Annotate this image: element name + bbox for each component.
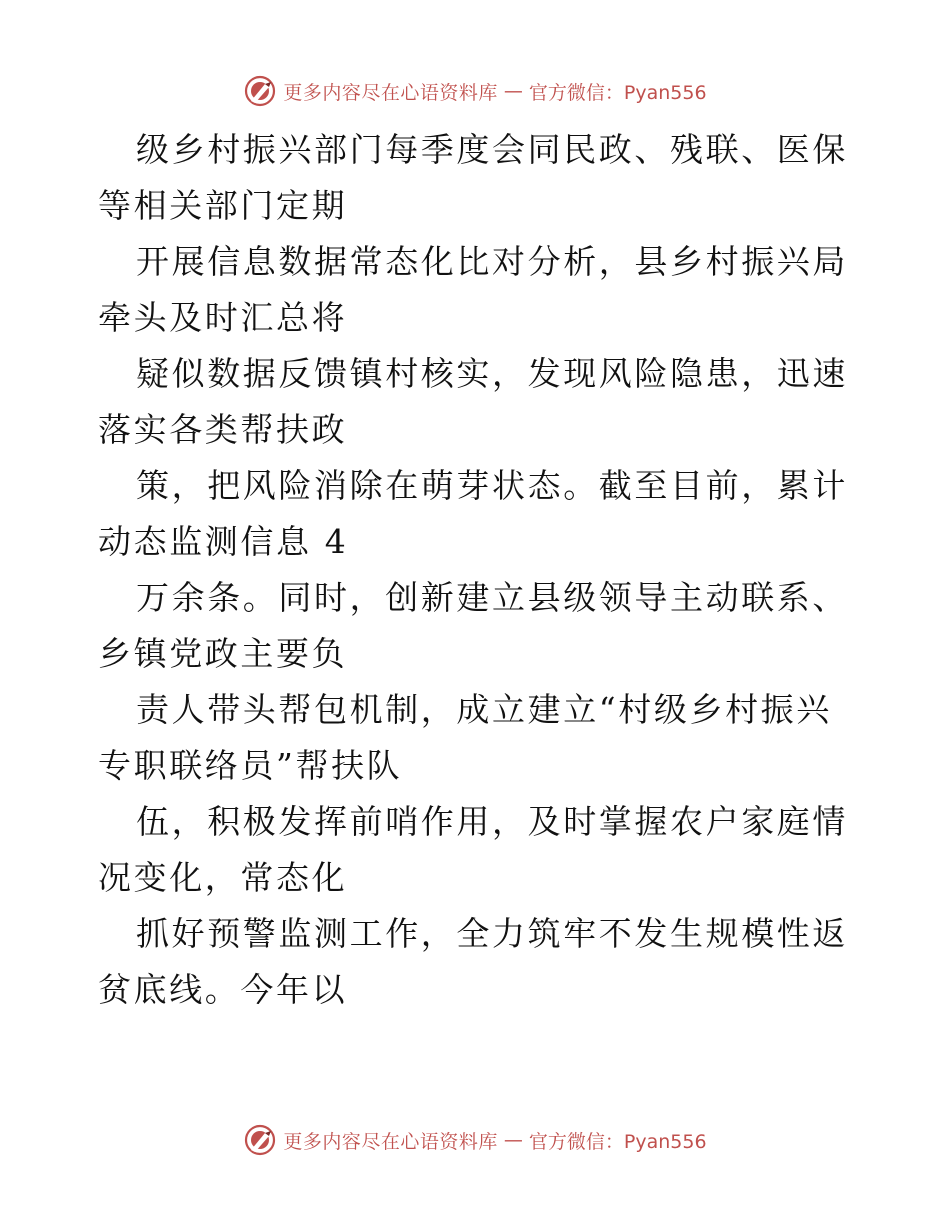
- paragraph-1: 级乡村振兴部门每季度会同民政、残联、医保等相关部门定期: [98, 130, 848, 225]
- header-brand-text: 更多内容尽在心语资料库: [283, 81, 498, 104]
- footer-separator: —: [503, 1129, 523, 1151]
- footer-contact-text: 官方微信：Pyan556: [528, 1130, 707, 1153]
- header-watermark: [0, 71, 950, 111]
- paragraph-5: 万余条。同时，创新建立县级领导主动联系、乡镇党政主要负: [98, 578, 848, 673]
- footer-watermark: [0, 1120, 950, 1160]
- paragraph-7: 伍，积极发挥前哨作用，及时掌握农户家庭情况变化，常态化: [98, 802, 848, 897]
- header-separator: —: [503, 80, 523, 102]
- document-body: [98, 122, 858, 1018]
- header-contact-text: 官方微信：Pyan556: [528, 81, 707, 104]
- footer-brand-text: 更多内容尽在心语资料库: [283, 1130, 498, 1153]
- paragraph-4: 策，把风险消除在萌芽状态。截至目前，累计动态监测信息 4: [98, 466, 848, 561]
- paragraph-8: 抓好预警监测工作，全力筑牢不发生规模性返贫底线。今年以: [98, 914, 848, 1009]
- paragraph-6: 责人带头帮包机制，成立建立“村级乡村振兴专职联络员”帮扶队: [98, 690, 832, 785]
- paragraph-3: 疑似数据反馈镇村核实，发现风险隐患，迅速落实各类帮扶政: [98, 354, 848, 449]
- pen-logo-icon: [243, 1123, 277, 1157]
- paragraph-2: 开展信息数据常态化比对分析，县乡村振兴局牵头及时汇总将: [98, 242, 848, 337]
- pen-logo-icon: [243, 74, 277, 108]
